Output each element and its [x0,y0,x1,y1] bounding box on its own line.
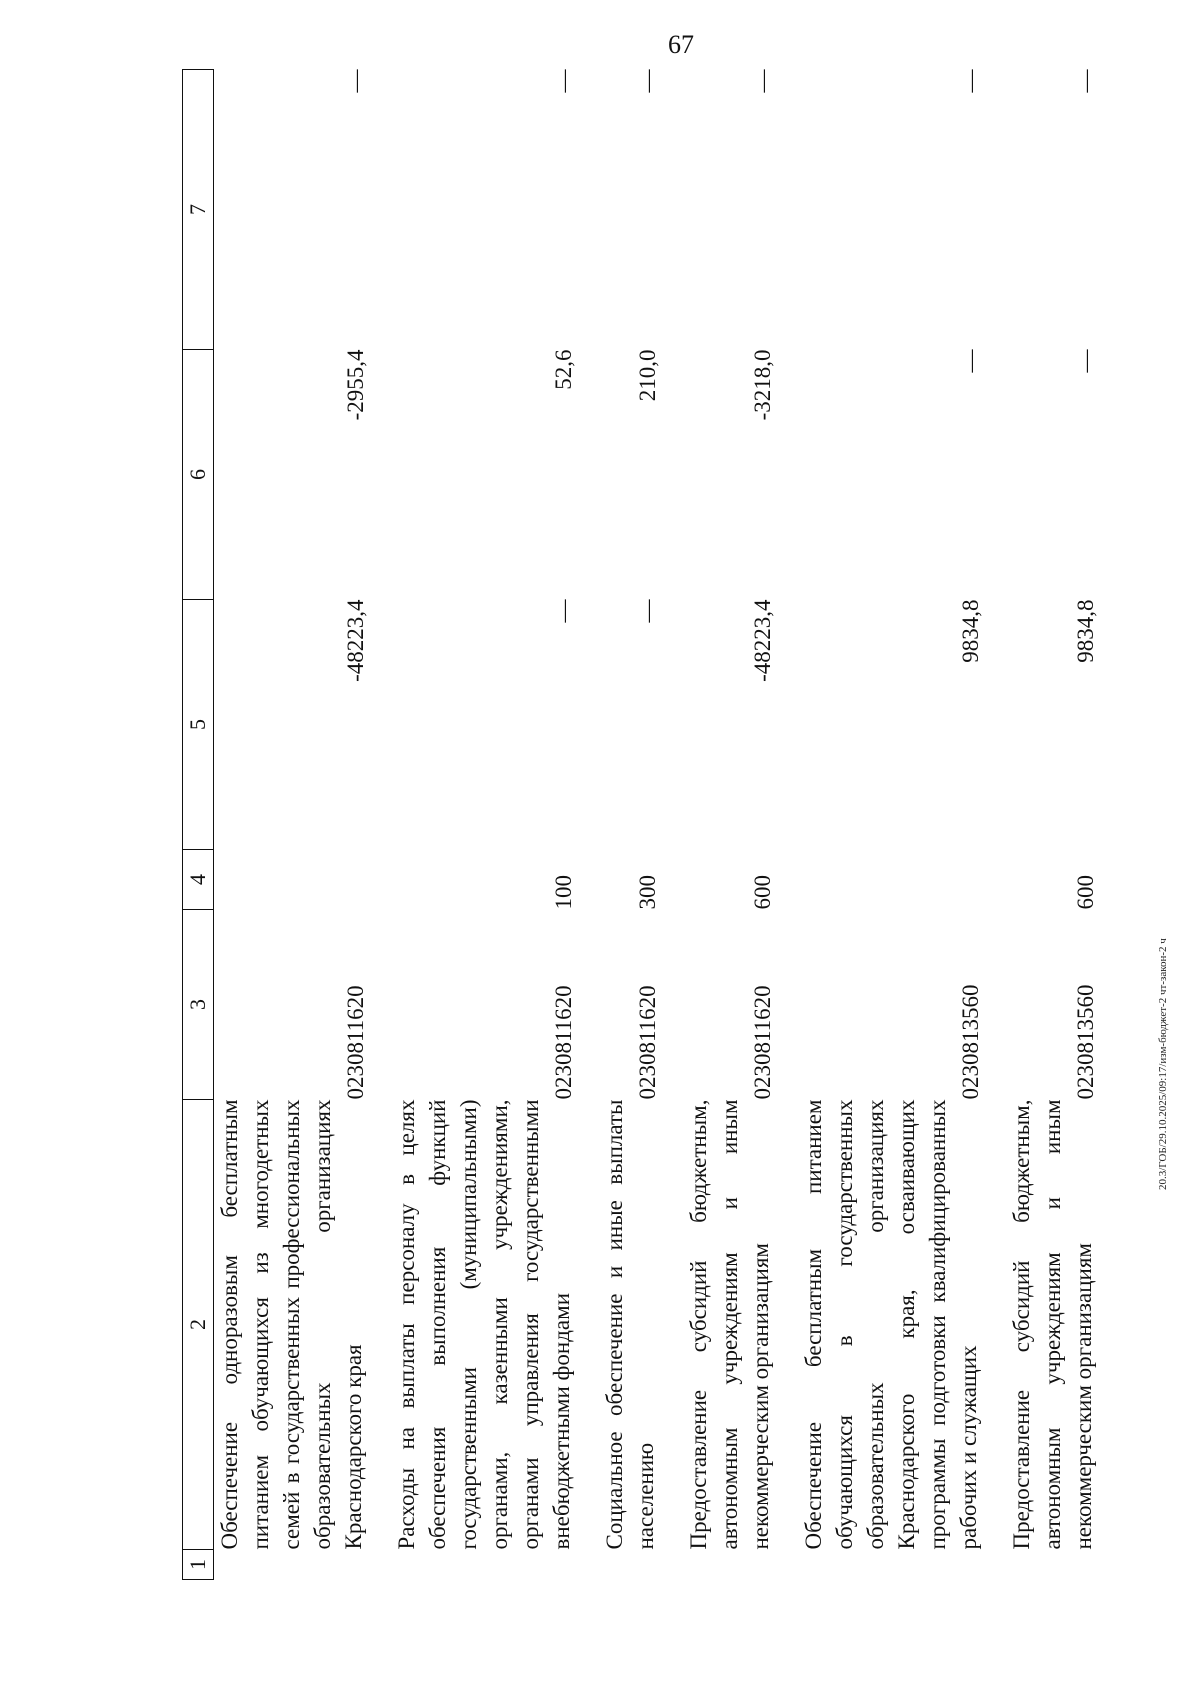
header-col-2: 2 [183,1100,214,1550]
row-col5-value: -48223,4 [750,599,775,682]
table-row [1006,70,1099,1580]
row-col5-value: 9834,8 [958,599,983,663]
rotated-table-container [182,69,1098,1580]
row-col5-value: — [635,599,660,623]
row-col6-value: 210,0 [635,349,660,402]
row-description: Расходы на выплаты персоналу в целях обеспечения выполнения функций государственными (муниципальными) органами, казенными учреждениями, органами управления государственными внебюджетными фондами [394,1099,574,1550]
row-col5-value: — [551,599,576,623]
table-row [683,70,776,1580]
row-col6-value: 52,6 [551,349,576,390]
row-col7-value: — [343,69,368,93]
header-col-3: 3 [183,910,214,1100]
row-col6-value: -3218,0 [750,349,775,421]
row-col7-value: — [958,69,983,93]
row-expense-type [798,850,984,910]
header-col-1: 1 [183,1550,214,1580]
table-row [798,70,984,1580]
row-target-code: 0230811620 [750,985,775,1100]
row-target-code: 0230813560 [958,984,983,1100]
budget-table [182,69,1099,1580]
row-expense-type: 300 [635,875,660,910]
header-col-6: 6 [183,350,214,600]
row-col6-value: — [958,349,983,373]
row-col7-value: — [1073,69,1098,93]
header-col-7: 7 [183,70,214,350]
row-description: Предоставление субсидий бюджетным, автономным учреждениям и иным некоммерческим организациям [686,1099,773,1550]
row-description: Предоставление субсидий бюджетным, автономным учреждениям и иным некоммерческим организациям [1009,1099,1096,1550]
row-col6-value: — [1073,349,1098,373]
row-expense-type: 600 [750,875,775,910]
row-expense-type: 600 [1073,875,1098,910]
footer-code-text: 20.3/ГОБ/29.10.2025/09:17/изм-бюджет-2 чт-закон-2 ч [1157,938,1169,1190]
row-col5-value: -48223,4 [343,599,368,682]
table-row [214,70,370,1580]
header-col-4: 4 [183,850,214,910]
row-expense-type: 100 [551,875,576,910]
row-col7-value: — [750,69,775,93]
row-description: Обеспечение бесплатным питанием обучающихся в государственных образовательных организациях Краснодарского края, осваивающих программы подготовки квалифицированных рабочих и служащих [801,1099,981,1550]
table-row [599,70,661,1580]
table-header-row [183,70,214,1580]
header-col-5: 5 [183,600,214,850]
page-number: 67 [668,30,694,59]
row-col7-value: — [551,69,576,93]
row-target-code: 0230813560 [1073,984,1098,1100]
row-col7-value: — [635,69,660,93]
row-col5-value: 9834,8 [1073,599,1098,663]
row-description: Социальное обеспечение и иные выплаты населению [602,1099,658,1550]
row-description: Обеспечение одноразовым бесплатным питанием обучающихся из многодетных семей в государственных профессиональных образовательных организациях Краснодарского края [217,1099,366,1550]
row-target-code: 0230811620 [635,985,660,1100]
row-target-code: 0230811620 [551,985,576,1100]
table-row [391,70,577,1580]
row-col6-value: -2955,4 [343,349,368,421]
row-expense-type [214,850,370,910]
row-target-code: 0230811620 [343,985,368,1100]
